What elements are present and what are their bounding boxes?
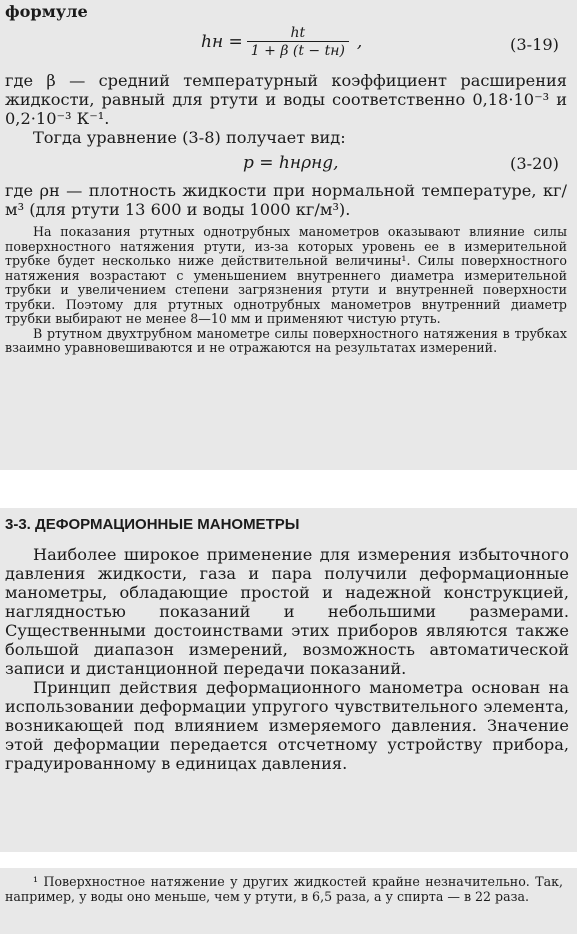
paragraph-beta: где β — средний температурный коэффициент расширения жидкости, равный для ртути и воды соответственно 0,18·10⁻³ и 0,2·10⁻³ К⁻¹. (5, 71, 567, 128)
lead-text: формуле (5, 2, 88, 21)
footnote-text: ¹ Поверхностное натяжение у других жидкостей крайне незначительно. Так, например, у воды оно меньше, чем у ртути, в 6,5 раза, а у спирта — в 22 раза. (5, 874, 563, 904)
equation-number: (3-20) (510, 154, 559, 173)
formula-fraction (247, 25, 349, 59)
equation-number: (3-19) (510, 35, 559, 54)
section-heading: 3-3. ДЕФОРМАЦИОННЫЕ МАНОМЕТРЫ (5, 516, 300, 533)
paragraph-equation-intro: Тогда уравнение (3-8) получает вид: (33, 128, 346, 147)
section-paragraph-2: Принцип действия деформационного манометра основан на использовании деформации упругого чувствительного элемента, возникающей под влиянием измеряемого давления. Значение этой деформации передается отсчетному устройству прибора, градуированному в единицах давления. (5, 678, 569, 773)
formula-numerator: ht (290, 25, 306, 41)
section-body (5, 545, 569, 773)
formula-3-20 (5, 149, 567, 179)
small-paragraph-two-tube: В ртутном двухтрубном манометре силы поверхностного натяжения в трубках взаимно уравновешиваются и не отражаются на результатах измерений. (5, 325, 567, 355)
paragraph-density: где ρн — плотность жидкости при нормальной температуре, кг/м³ (для ртути 13 600 и воды 1000 кг/м³). (5, 181, 567, 219)
formula-trailing-comma: , (356, 32, 363, 52)
formula-expression (243, 153, 339, 173)
footnote-block (0, 868, 577, 934)
section-block (0, 508, 577, 852)
formula-denominator: 1 + β (t − tн) (247, 41, 349, 59)
formula-lhs: hн = (201, 32, 243, 52)
section-paragraph-1: Наиболее широкое применение для измерения избыточного давления жидкости, газа и пара получили деформационные манометры, обладающие простой и надежной конструкцией, наглядностью показаний и небольшими размерами. Существенными достоинствами этих приборов являются также большой диапазон измерений, возможность автоматической записи и дистанционной передачи показаний. (5, 545, 569, 678)
formula-expression (201, 25, 362, 59)
formula-3-19 (5, 23, 567, 67)
formula-text: p = hнρнg, (243, 153, 339, 173)
small-paragraph-surface-tension: На показания ртутных однотрубных манометров оказывают влияние силы поверхностного натяжения ртути, из-за которых уровень ее в измерительной трубке будет несколько ниже действительной величины¹. Силы поверхностного натяжения возрастают с уменьшением внутреннего диаметра измерительной трубки и увеличением степени загрязнения ртути и внутренней поверхности трубки. Поэтому для ртутных однотрубных манометров внутренний диаметр трубки выбирают не менее 8—10 мм и применяют чистую ртуть. (5, 224, 567, 326)
